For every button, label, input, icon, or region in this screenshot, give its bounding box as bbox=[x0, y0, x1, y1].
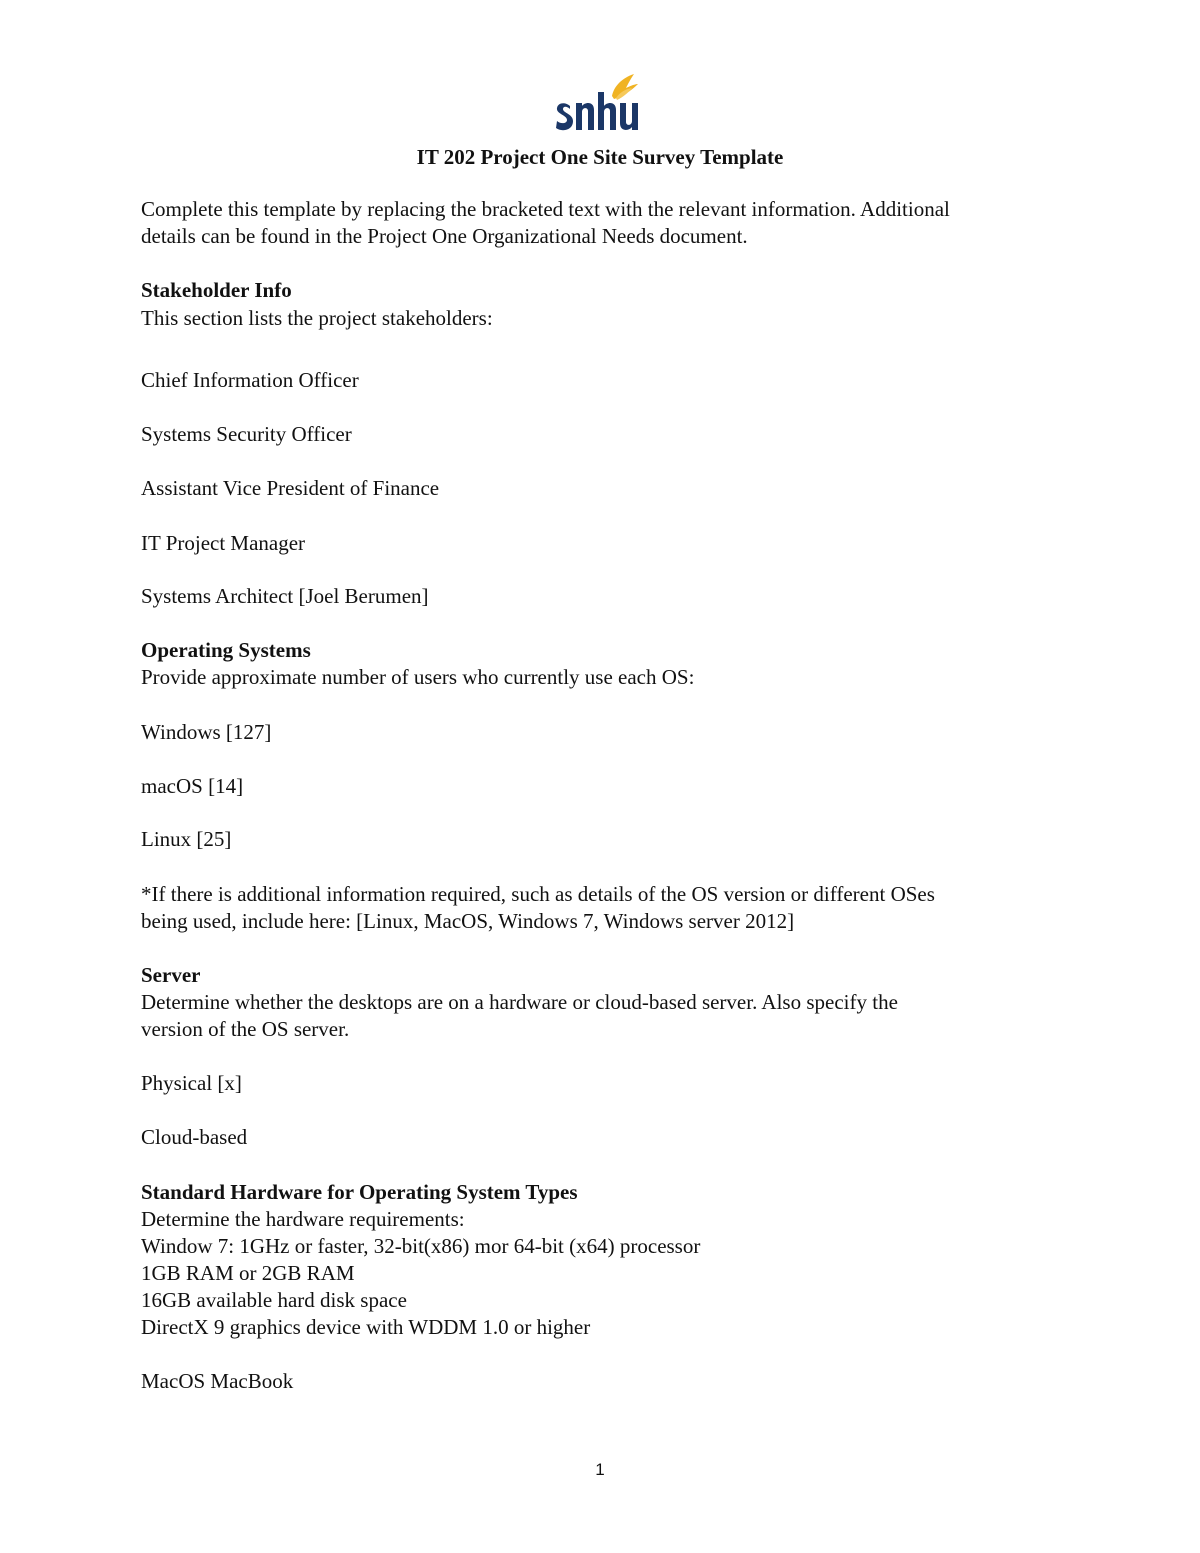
os-note bbox=[141, 881, 1061, 935]
hardware-description: Determine the hardware requirements: bbox=[141, 1207, 465, 1231]
os-item: macOS [14] bbox=[141, 774, 244, 798]
server-description bbox=[141, 989, 1061, 1043]
os-heading: Operating Systems bbox=[141, 638, 311, 662]
snhu-logo-image bbox=[554, 72, 644, 134]
stakeholder-item: Assistant Vice President of Finance bbox=[141, 476, 440, 500]
server-heading: Server bbox=[141, 963, 201, 987]
hardware-line: 16GB available hard disk space bbox=[141, 1288, 407, 1312]
page-number: 1 bbox=[595, 1460, 605, 1479]
hardware-line: Window 7: 1GHz or faster, 32-bit(x86) mor 64-bit (x64) processor bbox=[141, 1234, 701, 1258]
intro-paragraph bbox=[141, 196, 1061, 250]
stakeholder-heading: Stakeholder Info bbox=[141, 278, 292, 302]
server-description-line: version of the OS server. bbox=[141, 1017, 350, 1041]
stakeholder-item: Systems Architect [Joel Berumen] bbox=[141, 584, 429, 608]
server-option: Physical [x] bbox=[141, 1071, 242, 1095]
os-description: Provide approximate number of users who currently use each OS: bbox=[141, 665, 695, 689]
hardware-line: DirectX 9 graphics device with WDDM 1.0 or higher bbox=[141, 1315, 591, 1339]
server-description-line: Determine whether the desktops are on a hardware or cloud-based server. Also specify the bbox=[141, 990, 898, 1014]
hardware-heading: Standard Hardware for Operating System Types bbox=[141, 1180, 578, 1204]
hardware-requirements bbox=[141, 1233, 1061, 1341]
stakeholder-item: IT Project Manager bbox=[141, 531, 306, 555]
intro-line: details can be found in the Project One Organizational Needs document. bbox=[141, 224, 748, 248]
stakeholder-item: Chief Information Officer bbox=[141, 368, 359, 392]
os-note-line: being used, include here: [Linux, MacOS, Windows 7, Windows server 2012] bbox=[141, 909, 795, 933]
snhu-logo bbox=[554, 72, 644, 134]
stakeholder-item: Systems Security Officer bbox=[141, 422, 352, 446]
document-title: IT 202 Project One Site Survey Template bbox=[416, 145, 784, 169]
os-note-line: *If there is additional information required, such as details of the OS version or different OSes bbox=[141, 882, 935, 906]
hardware-line: 1GB RAM or 2GB RAM bbox=[141, 1261, 355, 1285]
os-item: Windows [127] bbox=[141, 720, 272, 744]
macos-hardware-label: MacOS MacBook bbox=[141, 1369, 294, 1393]
intro-line: Complete this template by replacing the bracketed text with the relevant information. Additional bbox=[141, 197, 950, 221]
server-option: Cloud-based bbox=[141, 1125, 248, 1149]
os-item: Linux [25] bbox=[141, 827, 232, 851]
stakeholder-description: This section lists the project stakeholders: bbox=[141, 306, 493, 330]
